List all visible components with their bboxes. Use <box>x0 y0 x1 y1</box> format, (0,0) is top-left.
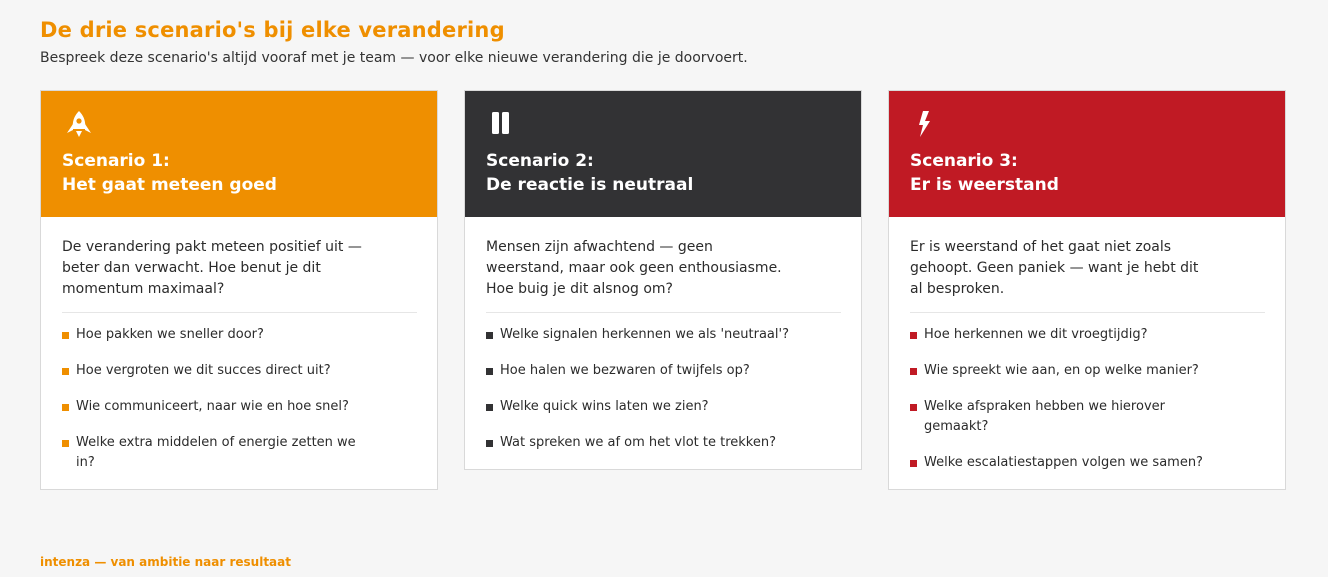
question-text: Wat spreken we af om het vlot te trekken? <box>500 435 776 450</box>
scenario-card-3 <box>888 90 1286 490</box>
question-item <box>910 397 1224 437</box>
pause-icon <box>487 109 519 139</box>
square-bullet-icon <box>62 404 69 411</box>
question-text: Wie spreekt wie aan, en op welke manier? <box>924 363 1199 378</box>
scenario-card-1 <box>40 90 438 490</box>
question-text: Welke escalatiestappen volgen we samen? <box>924 455 1203 470</box>
question-item <box>910 325 1224 345</box>
square-bullet-icon <box>486 368 493 375</box>
scenario-card-header <box>889 91 1285 217</box>
question-item <box>62 397 376 417</box>
scenario-title-line1: Scenario 2: <box>486 151 594 171</box>
question-item <box>910 361 1224 381</box>
question-text: Welke extra middelen of energie zetten we in? <box>76 435 356 470</box>
question-text: Welke afspraken hebben we hierover gemaakt? <box>924 399 1165 434</box>
scenario-description: De verandering pakt meteen positief uit — beter dan verwacht. Hoe benut je dit momentum maximaal? <box>62 239 362 297</box>
square-bullet-icon <box>486 440 493 447</box>
question-item <box>62 325 376 345</box>
question-item <box>486 433 800 453</box>
page-subtitle: Bespreek deze scenario's altijd vooraf met je team — voor elke nieuwe verandering die je doorvoert. <box>40 50 748 66</box>
scenario-title-line2: Er is weerstand <box>910 175 1059 195</box>
question-list <box>910 325 1265 473</box>
question-text: Hoe halen we bezwaren of twijfels op? <box>500 363 750 378</box>
page-title: De drie scenario's bij elke verandering <box>40 18 505 42</box>
question-item <box>486 361 800 381</box>
square-bullet-icon <box>62 368 69 375</box>
scenario-title <box>62 149 277 197</box>
square-bullet-icon <box>910 368 917 375</box>
scenario-description: Mensen zijn afwachtend — geen weerstand, maar ook geen enthousiasme. Hoe buig je dit alsnog om? <box>486 239 782 297</box>
scenario-card-header <box>41 91 437 217</box>
scenario-title-line1: Scenario 1: <box>62 151 170 171</box>
divider <box>910 312 1265 313</box>
scenario-card-2 <box>464 90 862 470</box>
scenario-title-line2: De reactie is neutraal <box>486 175 694 195</box>
question-text: Hoe pakken we sneller door? <box>76 327 264 342</box>
square-bullet-icon <box>910 332 917 339</box>
scenario-title-line1: Scenario 3: <box>910 151 1018 171</box>
question-text: Welke signalen herkennen we als 'neutraal'? <box>500 327 789 342</box>
divider <box>62 312 417 313</box>
scenario-title <box>486 149 693 197</box>
question-item <box>910 453 1224 473</box>
question-item <box>486 397 800 417</box>
scenario-card-header <box>465 91 861 217</box>
scenario-title <box>910 149 1059 197</box>
scenario-title-line2: Het gaat meteen goed <box>62 175 277 195</box>
question-text: Welke quick wins laten we zien? <box>500 399 709 414</box>
lightning-icon <box>911 109 943 139</box>
footer-tagline: intenza — van ambitie naar resultaat <box>40 555 291 569</box>
square-bullet-icon <box>486 332 493 339</box>
question-text: Hoe herkennen we dit vroegtijdig? <box>924 327 1148 342</box>
square-bullet-icon <box>486 404 493 411</box>
square-bullet-icon <box>62 332 69 339</box>
question-list <box>62 325 417 473</box>
divider <box>486 312 841 313</box>
scenario-description: Er is weerstand of het gaat niet zoals gehoopt. Geen paniek — want je hebt dit al besproken. <box>910 239 1199 297</box>
rocket-icon <box>63 109 95 139</box>
square-bullet-icon <box>910 404 917 411</box>
question-list <box>486 325 841 453</box>
question-item <box>62 433 376 473</box>
square-bullet-icon <box>910 460 917 467</box>
question-item <box>62 361 376 381</box>
square-bullet-icon <box>62 440 69 447</box>
question-item <box>486 325 800 345</box>
question-text: Wie communiceert, naar wie en hoe snel? <box>76 399 349 414</box>
question-text: Hoe vergroten we dit succes direct uit? <box>76 363 331 378</box>
